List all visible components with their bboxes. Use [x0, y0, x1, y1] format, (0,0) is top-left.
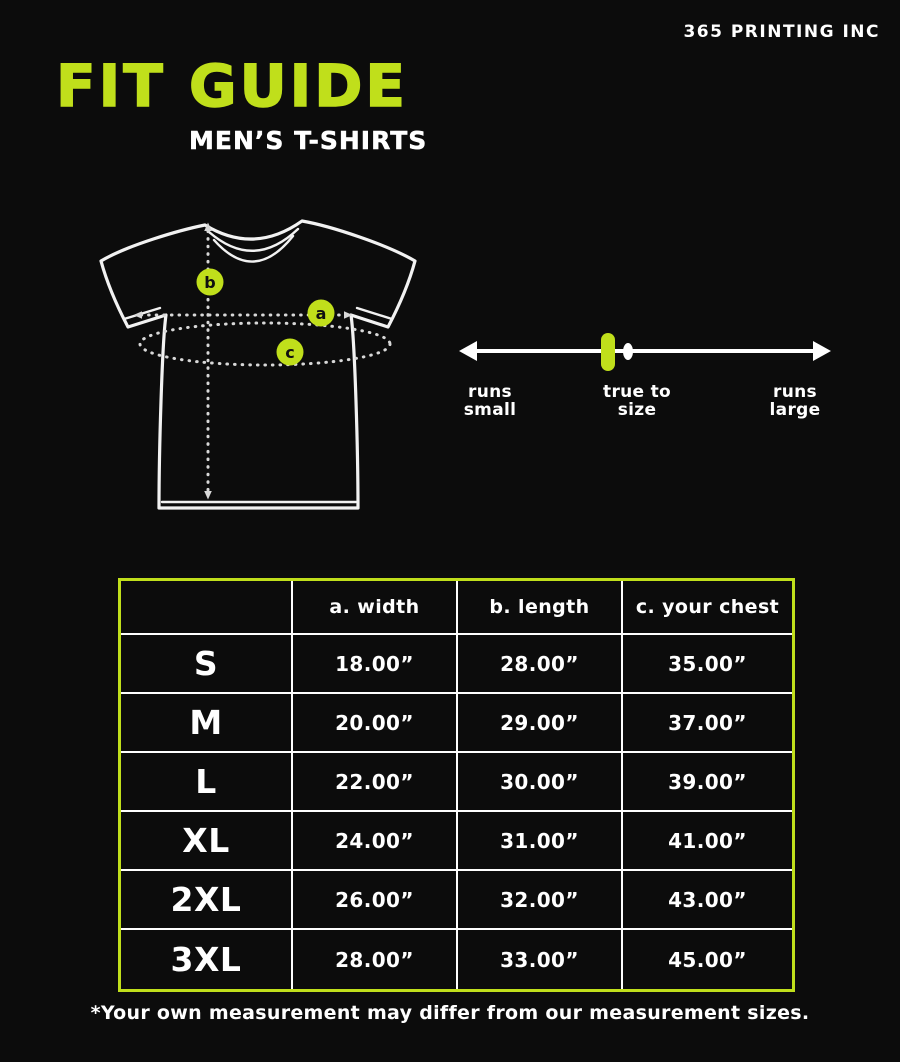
- tshirt-diagram: [88, 203, 428, 515]
- scale-label-line: runs: [468, 382, 512, 402]
- size-label-xl: XL: [121, 812, 293, 871]
- value-s-chest: 35.00”: [623, 635, 792, 694]
- table-header-width: a. width: [293, 581, 458, 635]
- value-s-length: 28.00”: [458, 635, 623, 694]
- tshirt-outline-icon: [88, 203, 428, 515]
- value-s-width: 18.00”: [293, 635, 458, 694]
- size-table: [118, 578, 795, 992]
- scale-label-line: large: [769, 400, 821, 420]
- value-2xl-width: 26.00”: [293, 871, 458, 930]
- svg-text:b: b: [204, 273, 216, 292]
- scale-line: [475, 349, 815, 353]
- size-label-3xl: 3XL: [121, 930, 293, 989]
- value-m-length: 29.00”: [458, 694, 623, 753]
- value-l-chest: 39.00”: [623, 753, 792, 812]
- size-label-m: M: [121, 694, 293, 753]
- measure-point-c: [277, 339, 304, 366]
- brand-text: 365 PRINTING INC: [683, 22, 880, 42]
- scale-label-line: runs: [773, 382, 817, 402]
- value-m-chest: 37.00”: [623, 694, 792, 753]
- fit-scale-center-dot: [623, 343, 633, 360]
- size-label-s: S: [121, 635, 293, 694]
- svg-text:c: c: [285, 343, 295, 362]
- footnote: *Your own measurement may differ from our measurement sizes.: [90, 1002, 810, 1024]
- value-xl-chest: 41.00”: [623, 812, 792, 871]
- page-subtitle: MEN’S T-SHIRTS: [189, 126, 428, 155]
- value-l-length: 30.00”: [458, 753, 623, 812]
- value-l-width: 22.00”: [293, 753, 458, 812]
- table-corner-cell: [121, 581, 293, 635]
- size-label-l: L: [121, 753, 293, 812]
- scale-label-true-to-size: [589, 383, 685, 419]
- value-2xl-chest: 43.00”: [623, 871, 792, 930]
- size-label-2xl: 2XL: [121, 871, 293, 930]
- table-header-length: b. length: [458, 581, 623, 635]
- scale-label-line: true to: [603, 382, 671, 402]
- scale-label-line: size: [617, 400, 657, 420]
- value-3xl-width: 28.00”: [293, 930, 458, 989]
- value-xl-width: 24.00”: [293, 812, 458, 871]
- page-title: FIT GUIDE: [56, 52, 409, 120]
- fit-scale: [455, 330, 835, 435]
- scale-label-runs-large: [757, 383, 833, 419]
- value-xl-length: 31.00”: [458, 812, 623, 871]
- value-3xl-chest: 45.00”: [668, 947, 747, 972]
- scale-arrow-right-icon: [813, 341, 831, 361]
- measure-point-b: [197, 269, 224, 296]
- value-m-width: 20.00”: [293, 694, 458, 753]
- scale-label-line: small: [463, 400, 517, 420]
- fit-scale-marker: [601, 333, 615, 371]
- measure-point-a: [308, 300, 335, 327]
- table-header-chest: c. your chest: [623, 581, 792, 635]
- scale-label-runs-small: [455, 383, 525, 419]
- svg-text:a: a: [315, 304, 327, 323]
- value-2xl-length: 32.00”: [458, 871, 623, 930]
- value-3xl-length: 33.00”: [458, 930, 623, 989]
